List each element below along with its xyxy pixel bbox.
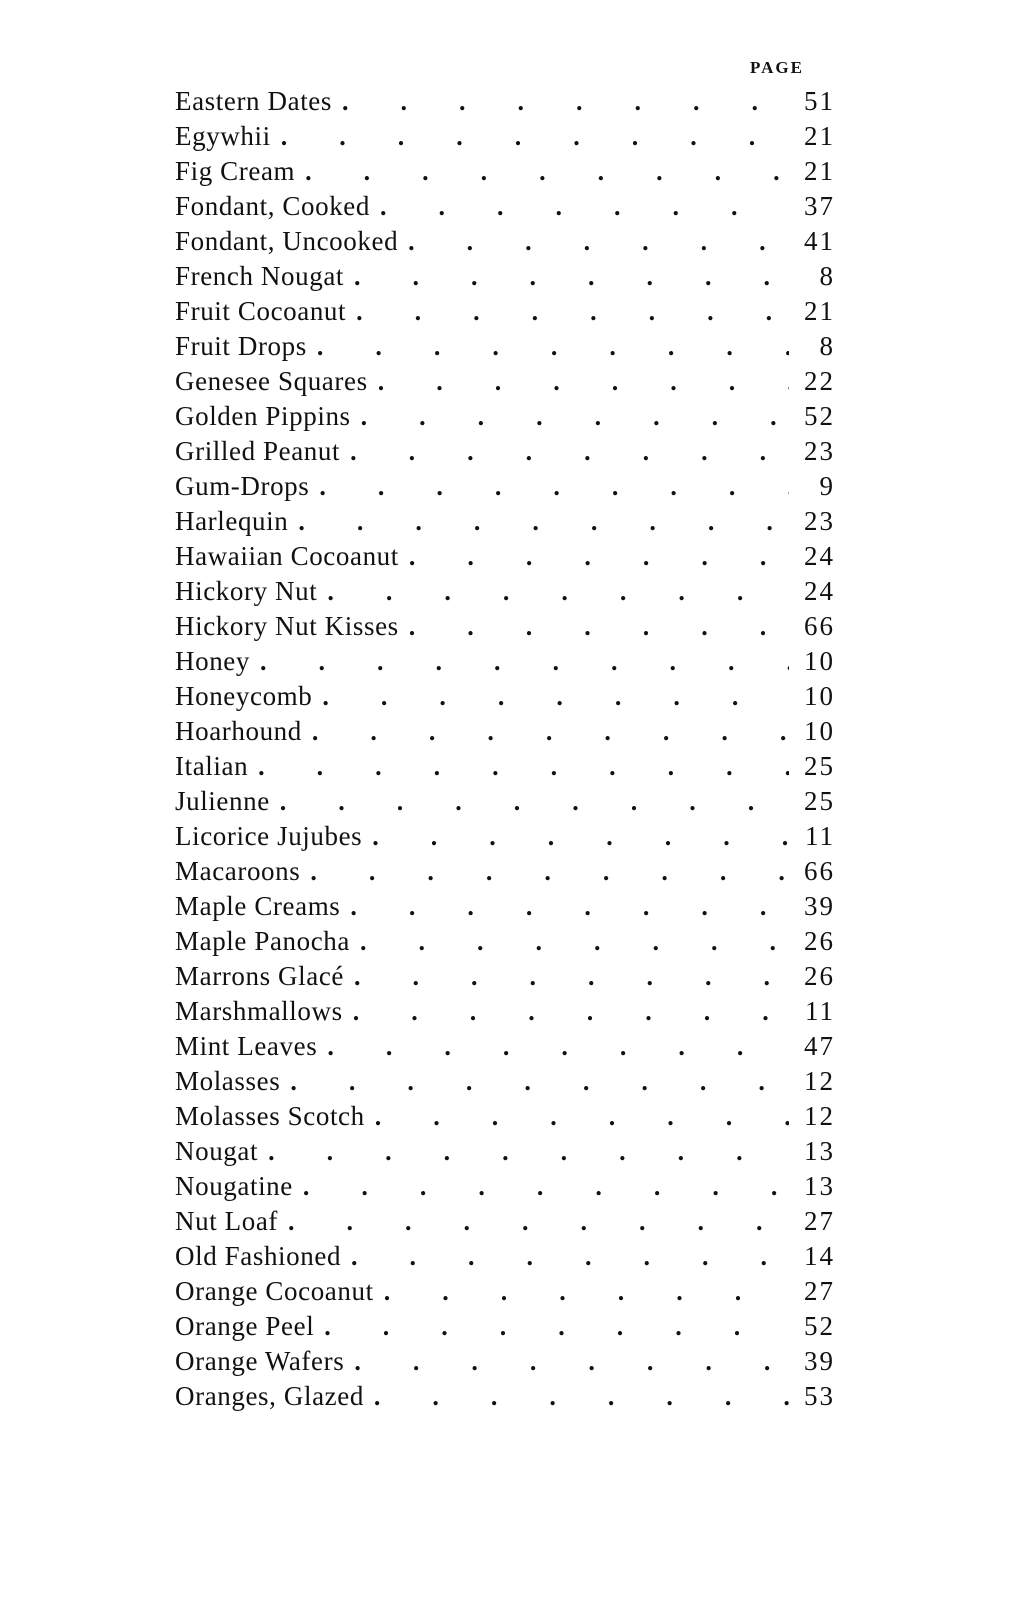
entry-name: Orange Cocoanut [175, 1276, 374, 1306]
index-entry [175, 434, 835, 469]
page-number: 51 [804, 86, 835, 116]
page-number: 27 [804, 1206, 835, 1236]
index-entry [175, 574, 835, 609]
index-entry [175, 329, 835, 364]
page-number: 9 [819, 471, 835, 501]
dot-leader [281, 119, 789, 154]
entry-name: French Nougat [175, 261, 345, 291]
page-number: 13 [804, 1136, 835, 1166]
page-number: 39 [804, 891, 835, 921]
index-entry [175, 994, 835, 1029]
index-entry [175, 1274, 835, 1309]
index-entry [175, 644, 835, 679]
index-entry [175, 504, 835, 539]
dot-leader [353, 994, 789, 1029]
dot-leader [356, 294, 789, 329]
index-entry [175, 819, 835, 854]
page-number: 14 [804, 1241, 835, 1271]
index-entry [175, 1239, 835, 1274]
dot-leader [305, 154, 789, 189]
index-entry [175, 1204, 835, 1239]
entry-name: Mint Leaves [175, 1031, 318, 1061]
page-number: 39 [804, 1346, 835, 1376]
entry-name: Hoarhound [175, 716, 302, 746]
index-entry [175, 1309, 835, 1344]
entry-name: Old Fashioned [175, 1241, 342, 1271]
entry-name: Hawaiian Cocoanut [175, 541, 399, 571]
index-entry [175, 679, 835, 714]
dot-leader [350, 889, 789, 924]
entry-name: Nougatine [175, 1171, 293, 1201]
dot-leader [290, 1064, 789, 1099]
page-number: 23 [804, 506, 835, 536]
page-number: 21 [804, 121, 835, 151]
entry-name: Golden Pippins [175, 401, 351, 431]
entry-name: Fondant, Uncooked [175, 226, 399, 256]
page-number: 26 [804, 961, 835, 991]
page-number: 25 [804, 751, 835, 781]
index-entry [175, 364, 835, 399]
page-number: 47 [804, 1031, 835, 1061]
dot-leader [310, 854, 789, 889]
dot-leader [380, 189, 789, 224]
dot-leader [409, 539, 789, 574]
entry-name: Fig Cream [175, 156, 296, 186]
dot-leader [324, 1309, 789, 1344]
index-entry [175, 784, 835, 819]
index-entry [175, 119, 835, 154]
index-entry [175, 959, 835, 994]
dot-leader [361, 399, 789, 434]
entry-name: Gum-Drops [175, 471, 310, 501]
page-number: 26 [804, 926, 835, 956]
entry-name: Honeycomb [175, 681, 313, 711]
entry-name: Fondant, Cooked [175, 191, 370, 221]
dot-leader [351, 1239, 789, 1274]
page-number: 10 [804, 646, 835, 676]
dot-leader [319, 469, 789, 504]
dot-leader [408, 224, 789, 259]
page-number: 37 [804, 191, 835, 221]
entry-name: Oranges, Glazed [175, 1381, 364, 1411]
page-number: 12 [804, 1101, 835, 1131]
entry-name: Maple Creams [175, 891, 341, 921]
index-entry [175, 399, 835, 434]
entry-name: Eastern Dates [175, 86, 332, 116]
entry-name: Genesee Squares [175, 366, 368, 396]
entry-name: Honey [175, 646, 250, 676]
index-entry [175, 1379, 835, 1414]
dot-leader [317, 329, 789, 364]
index-entry [175, 469, 835, 504]
page-number: 53 [804, 1381, 835, 1411]
index-entry [175, 1029, 835, 1064]
page-number: 66 [804, 856, 835, 886]
index-entry [175, 1344, 835, 1379]
page-number: 10 [804, 716, 835, 746]
index-entry [175, 84, 835, 119]
page-number: 8 [819, 261, 835, 291]
page-number: 8 [819, 331, 835, 361]
index-entry [175, 889, 835, 924]
dot-leader [268, 1134, 789, 1169]
dot-leader [374, 1379, 789, 1414]
page-number: 41 [804, 226, 835, 256]
page-number: 23 [804, 436, 835, 466]
index-entry [175, 854, 835, 889]
entry-name: Molasses [175, 1066, 281, 1096]
page-number: 66 [804, 611, 835, 641]
dot-leader [360, 924, 789, 959]
entry-name: Egywhii [175, 121, 271, 151]
page-number: 24 [804, 541, 835, 571]
index-entry [175, 259, 835, 294]
dot-leader [350, 434, 789, 469]
entry-name: Fruit Drops [175, 331, 307, 361]
dot-leader [409, 609, 789, 644]
dot-leader [327, 574, 789, 609]
entry-name: Nougat [175, 1136, 259, 1166]
page-number: 27 [804, 1276, 835, 1306]
page-number: 11 [805, 996, 835, 1026]
entry-name: Licorice Jujubes [175, 821, 363, 851]
page-number: 10 [804, 681, 835, 711]
index-entry [175, 609, 835, 644]
entry-name: Orange Peel [175, 1311, 315, 1341]
dot-leader [280, 784, 789, 819]
page-number: 11 [805, 821, 835, 851]
dot-leader [375, 1099, 789, 1134]
page-number: 25 [804, 786, 835, 816]
entry-name: Hickory Nut [175, 576, 318, 606]
entry-name: Marshmallows [175, 996, 343, 1026]
page-number: 52 [804, 401, 835, 431]
index-entry [175, 1169, 835, 1204]
dot-leader [258, 749, 789, 784]
index-entry [175, 1099, 835, 1134]
entry-name: Julienne [175, 786, 270, 816]
entry-name: Molasses Scotch [175, 1101, 365, 1131]
dot-leader [322, 679, 789, 714]
dot-leader [303, 1169, 789, 1204]
entry-name: Fruit Cocoanut [175, 296, 347, 326]
page-number: 22 [804, 366, 835, 396]
page-number: 52 [804, 1311, 835, 1341]
index-entry [175, 539, 835, 574]
index-list [175, 84, 835, 1414]
dot-leader [384, 1274, 789, 1309]
page-number: 21 [804, 296, 835, 326]
index-entry [175, 1064, 835, 1099]
dot-leader [312, 714, 789, 749]
entry-name: Macaroons [175, 856, 301, 886]
index-entry [175, 189, 835, 224]
page-column-heading: PAGE [750, 58, 804, 77]
dot-leader [354, 1344, 789, 1379]
dot-leader [372, 819, 789, 854]
entry-name: Italian [175, 751, 249, 781]
index-entry [175, 154, 835, 189]
entry-name: Marrons Glacé [175, 961, 344, 991]
entry-name: Maple Panocha [175, 926, 350, 956]
dot-leader [298, 504, 789, 539]
entry-name: Nut Loaf [175, 1206, 279, 1236]
dot-leader [354, 959, 789, 994]
dot-leader [342, 84, 789, 119]
entry-name: Grilled Peanut [175, 436, 341, 466]
dot-leader [327, 1029, 789, 1064]
page-number: 24 [804, 576, 835, 606]
dot-leader [288, 1204, 789, 1239]
dot-leader [354, 259, 789, 294]
page-number: 21 [804, 156, 835, 186]
index-entry [175, 749, 835, 784]
entry-name: Hickory Nut Kisses [175, 611, 399, 641]
index-entry [175, 224, 835, 259]
dot-leader [378, 364, 789, 399]
entry-name: Harlequin [175, 506, 289, 536]
page-number: 12 [804, 1066, 835, 1096]
page-number: 13 [804, 1171, 835, 1201]
index-entry [175, 924, 835, 959]
index-entry [175, 1134, 835, 1169]
index-entry [175, 714, 835, 749]
entry-name: Orange Wafers [175, 1346, 345, 1376]
index-entry [175, 294, 835, 329]
dot-leader [260, 644, 789, 679]
